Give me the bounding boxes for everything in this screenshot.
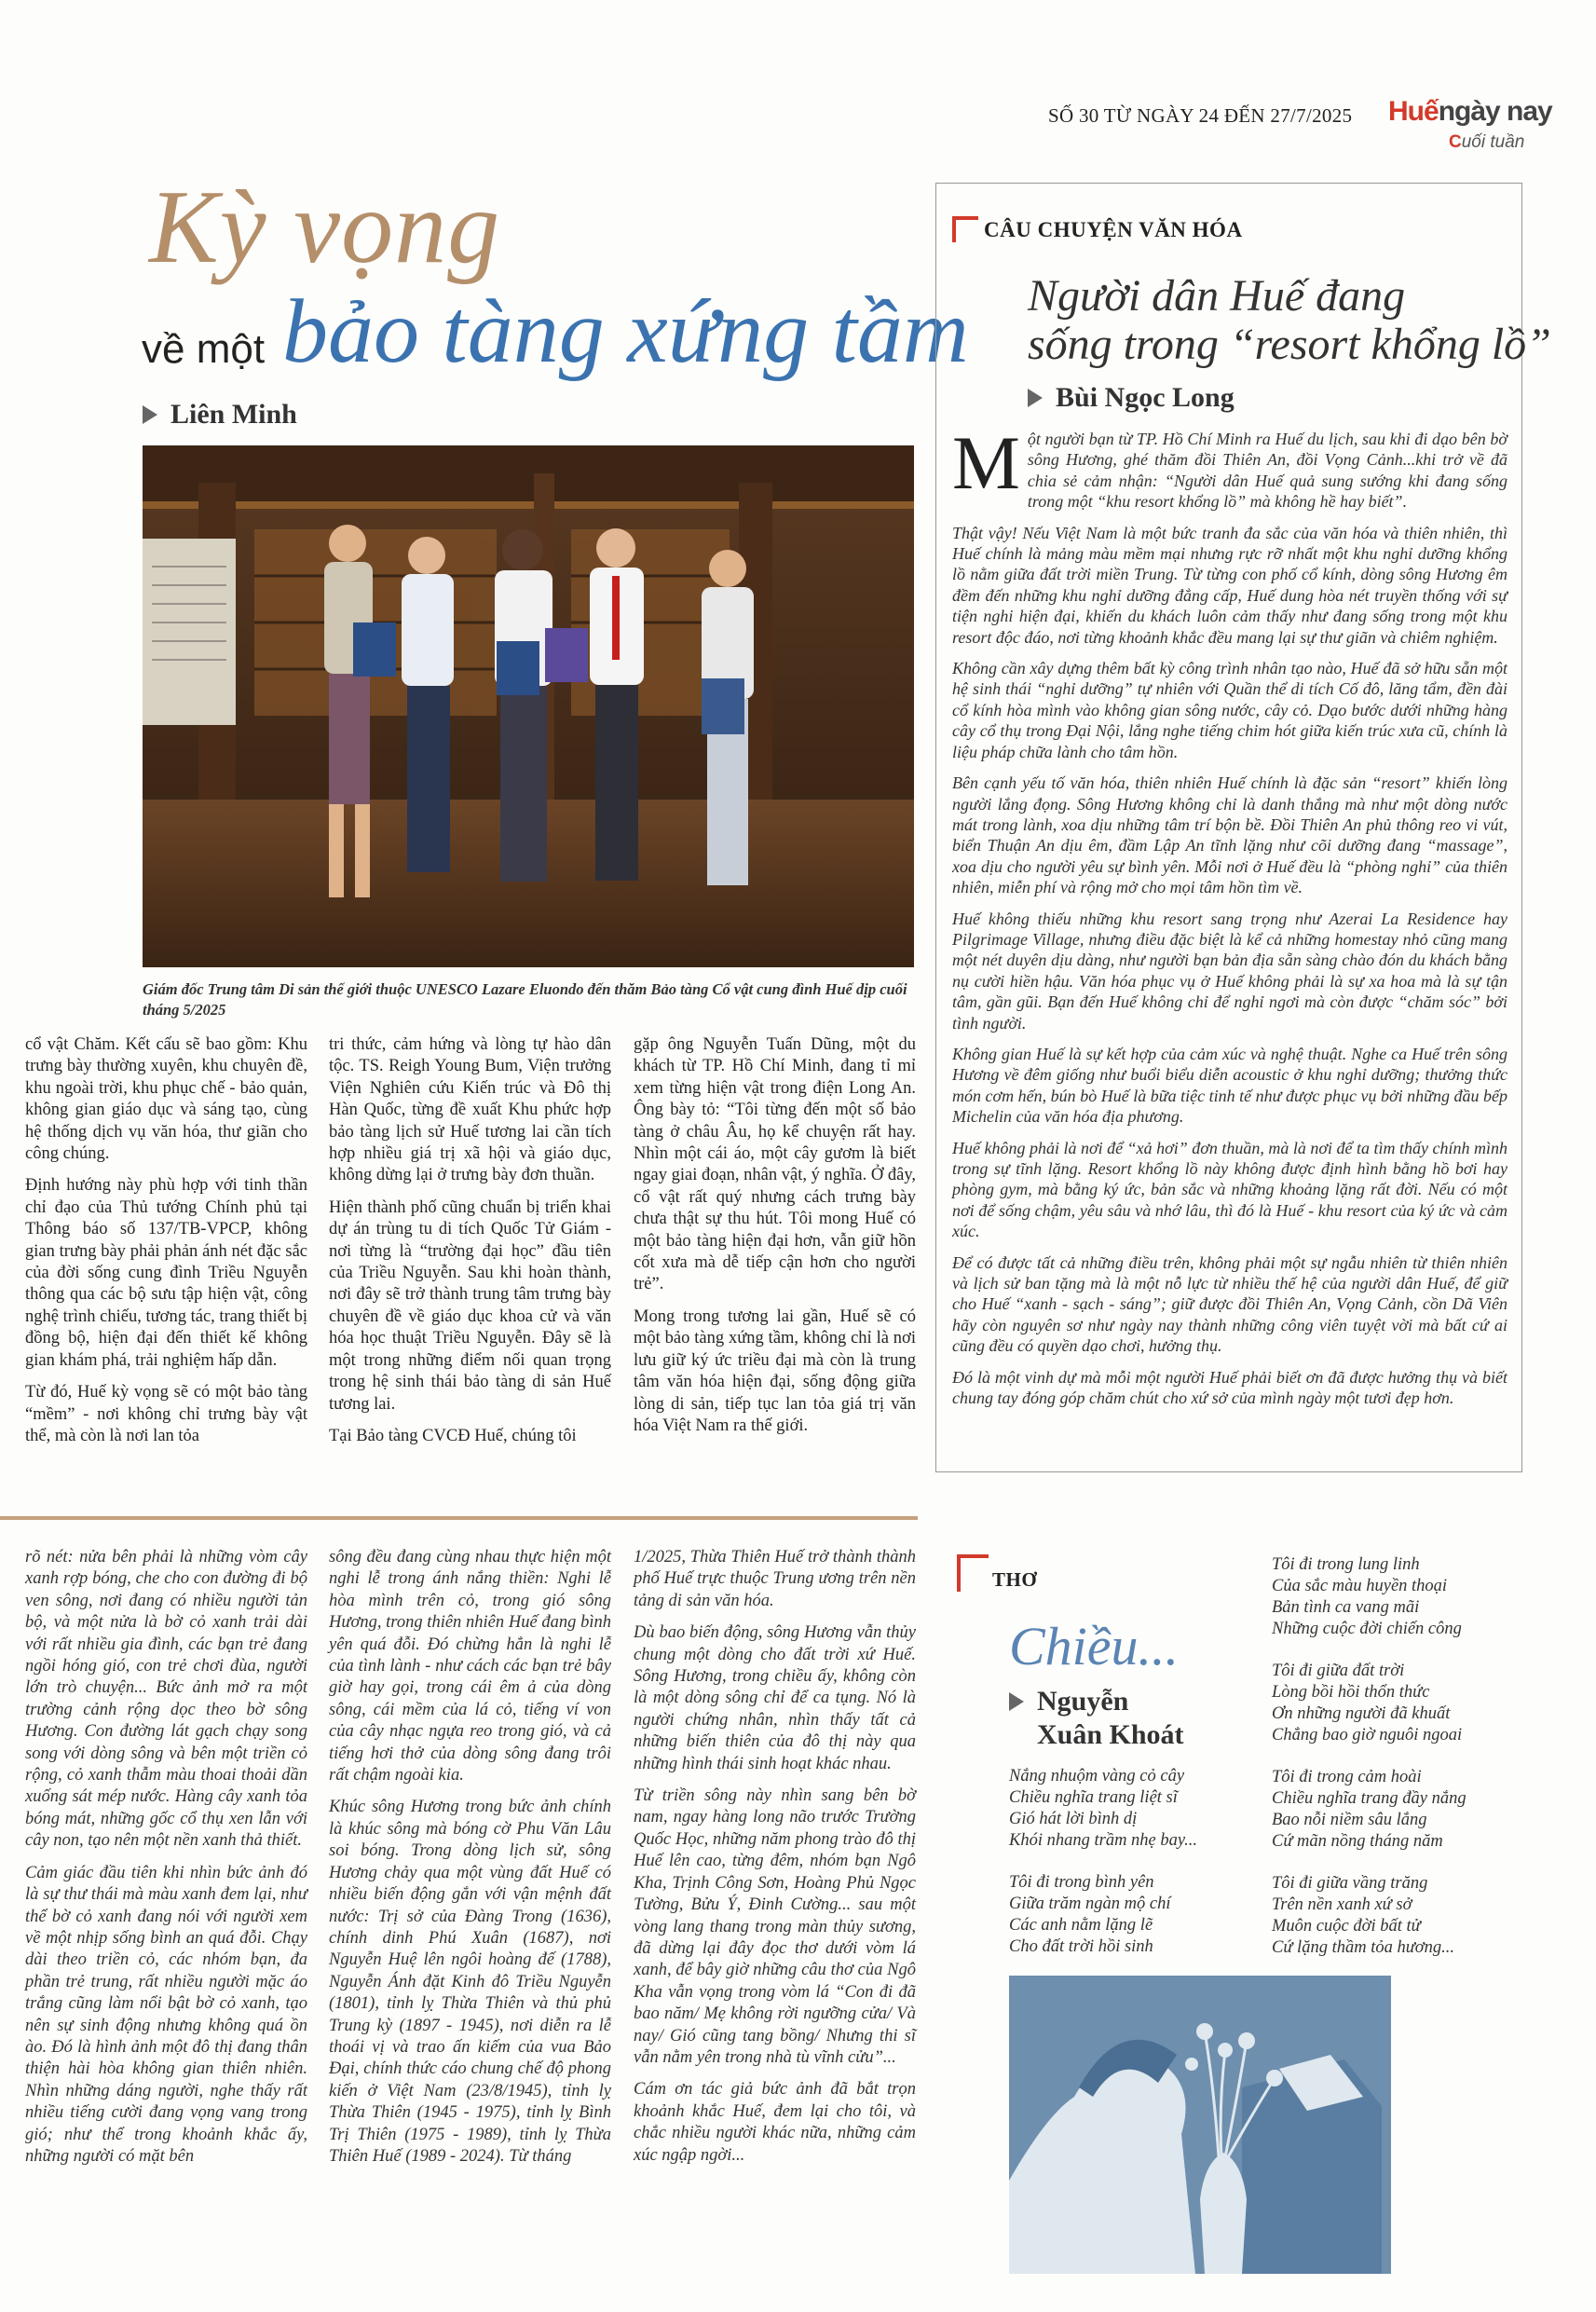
- article-title-line1: Kỳ vọng: [149, 170, 501, 285]
- poem-line: Những cuộc đời chiến công: [1272, 1620, 1462, 1638]
- article1-column-1: [25, 1034, 307, 1457]
- byline-triangle-icon: [1028, 389, 1043, 407]
- poem-line: Chẳng bao giờ nguôi ngoai: [1272, 1726, 1463, 1744]
- paragraph: Từ đó, Huế kỳ vọng sẽ có một bảo tàng “mềm” - nơi không chỉ trưng bày vật thể, mà còn là nơi lan tỏa: [25, 1383, 307, 1445]
- paragraph: Cám ơn tác giả bức ảnh đã bắt trọn khoảnh khắc Huế, đem lại cho tôi, và chắc nhiều người khác nữa, những cảm xúc ngập ngời...: [634, 2080, 916, 2165]
- paragraph: Cảm giác đầu tiên khi nhìn bức ảnh đó là sự thư thái mà màu xanh đem lại, như thể bờ cỏ xanh đang nói với người xem về một nhịp sống bình an quá đỗi. Chạy dài theo triền cỏ, các nhóm bạn, đa phần trẻ trung, rất nhiều người mặc áo trắng cũng làm nổi bật bờ cỏ xanh, tạo nên sự sinh động nhưng không quá ồn ào. Đó là hình ảnh một đô thị đang thân thiện hài hòa không gian thiên nhiên. Nhìn những dáng người, nghe thấy rất nhiều tiếng cười đang vọng vang trong gió; như thể trong khoảnh khắc ấy, những người có mặt bên: [25, 1863, 307, 2166]
- lower-column-3: [634, 1547, 916, 2177]
- poem-line: Tôi đi giữa đất trời: [1272, 1662, 1405, 1680]
- paragraph: Đó là một vinh dự mà mỗi một người Huế phải biết ơn đã được hưởng thụ và biết chung tay đóng góp chăm chút cho xứ sở của mình ngày một tươi đẹp hơn.: [952, 1367, 1507, 1408]
- poem-line: Lòng bồi hồi thổn thức: [1272, 1683, 1430, 1702]
- paragraph: 1/2025, Thừa Thiên Huế trở thành thành phố Huế trực thuộc Trung ương trên nền tảng di sản văn hóa.: [634, 1548, 916, 1610]
- poem-author-line1: Nguyễn: [1037, 1686, 1129, 1717]
- poem-line: Khói nhang trầm nhẹ bay...: [1009, 1831, 1197, 1850]
- culture-section-label: [952, 216, 1243, 242]
- paragraph: cổ vật Chăm. Kết cấu sẽ bao gồm: Khu trưng bày thường xuyên, khu chuyên đề, khu ngoài trời, khu phục chế - bảo quản, không gian giáo dục và sáng tạo, cùng hệ thống dịch vụ văn hóa, thư giãn cho công chúng.: [25, 1035, 307, 1164]
- poem-line: Tôi đi trong lung linh: [1272, 1555, 1420, 1574]
- poem-line: Cho đất trời hồi sinh: [1009, 1937, 1153, 1956]
- museum-photo-illustration: [143, 445, 914, 967]
- culture-byline: [1028, 382, 1235, 414]
- poem-line: Chiều nghĩa trang đầy nắng: [1272, 1789, 1466, 1808]
- poem-line: Bao nỗi niềm sâu lắng: [1272, 1811, 1427, 1829]
- poem-line: Gió hát lời bình dị: [1009, 1810, 1138, 1828]
- poem-byline: [1009, 1685, 1184, 1752]
- culture-author: Bùi Ngọc Long: [1056, 382, 1235, 413]
- lead-text: ột người bạn từ TP. Hồ Chí Minh ra Huế du lịch, sau khi đi dạo bên bờ sông Hương, ghé thăm đồi Thiên An, đồi Vọng Cảnh...khi trở về đã chia sẻ cảm nhận: “Người dân Huế quả sung sướng khi đang sống trong một “khu resort khổng lồ” mà không hề hay biết”.: [1027, 430, 1507, 512]
- paragraph: Thật vậy! Nếu Việt Nam là một bức tranh đa sắc của văn hóa và thiên nhiên, thì Huế chính là mảng màu mềm mại nhưng rực rỡ nhất một khu nghỉ dưỡng khổng lồ nằm giữa đất trời miền Trung. Từ từng con phố cổ kính, dòng sông Hương êm đềm đến những khu nghỉ dưỡng đẳng cấp, Huế dung hòa nét truyền thống với sự tiện nghi hiện đại, khiến du khách luôn cảm thấy như đang sống trong một khu resort độc đáo, nơi từng khoảnh khắc đều mang lại sự thư giãn và chiêm nghiệm.: [952, 523, 1507, 647]
- museum-photo: [143, 445, 914, 967]
- poem-line: Tôi đi giữa vầng trăng: [1272, 1874, 1428, 1893]
- byline-triangle-icon: [1009, 1692, 1024, 1711]
- subtitle-rest: uối tuần: [1461, 132, 1525, 152]
- logo-hue: Huế: [1388, 96, 1439, 127]
- drop-cap: M: [952, 420, 1020, 505]
- article-author: Liên Minh: [171, 399, 297, 430]
- culture-title: [1028, 272, 1551, 369]
- article-title-prefix: về một: [142, 326, 266, 372]
- poem-line: Của sắc màu huyền thoại: [1272, 1577, 1448, 1595]
- issue-date: SỐ 30 TỪ NGÀY 24 ĐẾN 27/7/2025: [1048, 104, 1353, 127]
- poem-left-column: [1009, 1766, 1279, 1978]
- paragraph: Từ triền sông này nhìn sang bên bờ nam, ngay hàng long não trước Trường Quốc Học, những năm phong trào đô thị Huế lên cao, từng đêm, nhóm bạn Ngô Kha, Trịnh Công Sơn, Hoàng Phủ Ngọc Tường, Bửu Ý, Đinh Cường... sau một vòng lang thang trong màn thủy sương, đã dừng lại đây đọc thơ dưới vòm lá xanh, để bây giờ những câu thơ của Ngô Kha vẫn vọng trong vòm lá “Con đi đã bao năm/ Mẹ không rời ngưỡng cửa/ Và nay/ Gió cũng tang bồng/ Nhưng thi sĩ vẫn nằm yên trong nhà tù vĩnh cửu”...: [634, 1786, 916, 2067]
- paragraph: Mong trong tương lai gần, Huế sẽ có một bảo tàng xứng tầm, không chỉ là nơi lưu giữ ký ức triều đại mà còn là trung tâm văn hóa hiện đại, sống động giữa lòng di sản, tiếp tục lan tỏa giá trị văn hóa Việt Nam ra thế giới.: [634, 1306, 916, 1435]
- poem-line: Cứ lặng thầm tỏa hương...: [1272, 1938, 1455, 1957]
- newspaper-subtitle: [1449, 132, 1524, 153]
- paragraph: Khúc sông Hương trong bức ảnh chính là khúc sông mà bóng cờ Phu Văn Lâu soi bóng. Trong dòng lịch sử, sông Hương chảy qua một vùng đất Huế có nhiều biến động gắn với vận mệnh đất nước: Trị sở của Đàng Trong (1636), chính dinh Phú Xuân (1687), nơi Nguyễn Huệ lên ngôi hoàng đế (1788), Nguyễn Ánh đặt Kinh đô Triều Nguyễn (1801), tỉnh lỵ Thừa Thiên và thủ phủ Trung kỳ (1897 - 1945), nơi diễn ra lễ thoái vị và trao ấn kiếm của vua Bảo Đại, chính thức cáo chung chế độ phong kiến ở Việt Nam (23/8/1945), tỉnh lỵ Thừa Thiên (1945 - 1975), tỉnh lỵ Bình Trị Thiên (1975 - 1989), tỉnh lỵ Thừa Thiên Huế (1989 - 2024). Từ tháng: [329, 1798, 611, 2166]
- poem-stanza: [1272, 1661, 1514, 1746]
- poem-line: Giữa trăm ngàn mộ chí: [1009, 1895, 1171, 1913]
- poem-section-title: THƠ: [992, 1568, 1038, 1591]
- poem-line: Bản tình ca vang mãi: [1272, 1598, 1420, 1617]
- poem-line: Muôn cuộc đời bất tử: [1272, 1917, 1421, 1936]
- poem-title: Chiều...: [1009, 1616, 1180, 1676]
- paragraph: Hiện thành phố cũng chuẩn bị triển khai dự án trùng tu di tích Quốc Tử Giám - nơi từng là “trường đại học” đầu tiên của Triều Nguyễn. Sau khi hoàn thành, nơi đây sẽ trở thành trung tâm trưng bày chuyên đề về giáo dục khoa cử và văn hóa học thuật Triều Nguyễn. Đây sẽ là một trong những điểm nối quan trọng trong hệ sinh thái bảo tàng di sản Huế tương lai.: [329, 1197, 611, 1414]
- paragraph: Huế không phải là nơi để “xả hơi” đơn thuần, mà là nơi để ta tìm thấy chính mình trong sự tĩnh lặng. Resort khổng lồ này không được định hình bằng hồ bơi hay phòng gym, mà bằng ký ức, bản sắc và những khoảng lặng rất đời. Nếu có một nơi để sống chậm, yêu sâu và nhớ lâu, thì đó là Huế - khu resort của ký ức và cảm xúc.: [952, 1138, 1507, 1241]
- poem-stanza: [1009, 1872, 1279, 1958]
- byline-triangle-icon: [143, 405, 157, 424]
- section-corner-icon: [957, 1554, 989, 1592]
- paragraph: sông đều đang cùng nhau thực hiện một nghi lễ trong ánh nắng thiền: Nghi lễ hòa mình trên cỏ, trong gió sông Hương, trong thiên nhiên Huế đang bình yên quá đỗi. Đó chừng hẳn là nghi lễ của tình lành - như cách các bạn trẻ bây giờ hay gọi, trong cái êm ả của dòng sông, cái mềm của lá cỏ, tiếng ví von của cây nhạc ngựa reo trong gió, và cả tiếng hơi thở của dòng sông đang trôi rất chậm ngoài kia.: [329, 1548, 611, 1785]
- poem-stanza: [1009, 1766, 1279, 1852]
- lower-column-1: [25, 1547, 307, 2178]
- lower-column-2: [329, 1547, 611, 2178]
- paragraph: Huế không thiếu những khu resort sang trọng như Azerai La Residence hay Pilgrimage Village, nhưng điều đặc biệt là kể cả những homestay nhỏ cũng mang một nét duyên dịu dàng, như người bạn bản địa sẵn sàng chào đón du khách bằng nụ cười hiền hậu. Văn hóa phục vụ ở Huế không phải là sự xa hoa mà là sự tận tâm, gần gũi. Bạn đến Huế không chỉ để nghỉ ngơi mà còn được “chăm sóc” bởi tình người.: [952, 909, 1507, 1033]
- section-divider: [0, 1516, 918, 1520]
- logo-rest: ngày nay: [1438, 96, 1552, 127]
- poem-stanza: [1272, 1873, 1514, 1959]
- poem-illustration: [1009, 1976, 1391, 2274]
- paragraph: Bên cạnh yếu tố văn hóa, thiên nhiên Huế chính là đặc sản “resort” khiến lòng người lắng đọng. Sông Hương không chỉ là danh thắng mà như một dòng nước mát trong lành, xoa dịu những tâm trí bộn bề. Đồi Thiên An phủ thông reo vi vút, biển Thuận An dịu êm, đầm Lập An tĩnh lặng như cõi dưỡng đang “massage”, xoa dịu cho người yêu sự bình yên. Mỗi nơi ở Huế đều là “phòng nghỉ” của thiên nhiên, miễn phí và rộng mở cho mọi tâm hồn tìm về.: [952, 773, 1507, 897]
- paragraph: Dù bao biến động, sông Hương vẫn thủy chung một dòng cho đất trời xứ Huế. Sông Hương, trong chiều ấy, không còn là một dòng sông chỉ để ca tụng. Nó là người chứng nhân, nhìn thấy tất cả những biến thiên của đô thị này qua những hình thái sinh hoạt khác nhau.: [634, 1623, 916, 1773]
- poem-author-line2: Xuân Khoát: [1037, 1719, 1184, 1750]
- article-title-line2: bảo tàng xứng tầm: [282, 281, 969, 382]
- poem-line: Tôi đi trong cảm hoài: [1272, 1768, 1422, 1786]
- poem-line: Ơn những người đã khuất: [1272, 1704, 1451, 1723]
- poem-line: Các anh nằm lặng lẽ: [1009, 1916, 1153, 1935]
- culture-section-title: CÂU CHUYỆN VĂN HÓA: [984, 218, 1243, 241]
- poem-section-label: [957, 1554, 1037, 1592]
- paragraph: Không cần xây dựng thêm bất kỳ công trình nhân tạo nào, Huế đã sở hữu sẵn một hệ sinh thái “nghỉ dưỡng” tự nhiên với Quần thể di tích Cố đô, lăng tẩm, đền đài cổ kính hòa mình vào không gian sông nước, cây cỏ. Dạo bước dưới những hàng cây cổ thụ trong Đại Nội, lắng nghe tiếng chim hót giữa kiến trúc xưa cũ, chính là liệu pháp chữa lành cho tâm hồn.: [952, 659, 1507, 761]
- photo-caption: Giám đốc Trung tâm Di sản thế giới thuộc UNESCO Lazare Eluondo đến thăm Bảo tàng Cổ vật cung đình Huế dịp cuối tháng 5/2025: [143, 980, 907, 1019]
- poem-author: [1037, 1685, 1184, 1752]
- article1-column-3: [634, 1034, 916, 1447]
- section-corner-icon: [952, 216, 978, 242]
- poem-line: Nắng nhuộm vàng cỏ cây: [1009, 1767, 1185, 1785]
- poem-line: Trên nền xanh xứ sở: [1272, 1895, 1412, 1914]
- paragraph: gặp ông Nguyễn Tuấn Dũng, một du khách từ TP. Hồ Chí Minh, đang tỉ mỉ xem từng hiện vật trong điện Long An. Ông bày tỏ: “Tôi từng đến một số bảo tàng ở châu Âu, họ kể chuyện rất hay. Nhìn một cái áo, một cây gươm là biết ngay giai đoạn, nhân vật, ý nghĩa. Ở đây, cổ vật rất quý nhưng cách trưng bày chưa thật sự thu hút. Tôi mong Huế có một bảo tàng hiện đại hơn, vẫn giữ hồn cốt xưa mà dễ tiếp cận hơn cho người trẻ”.: [634, 1035, 916, 1294]
- subtitle-c: C: [1449, 132, 1462, 152]
- paragraph: Tại Bảo tàng CVCĐ Huế, chúng tôi: [329, 1426, 577, 1445]
- paragraph: Để có được tất cả những điều trên, không phải một sự ngẫu nhiên từ thiên nhiên và lịch sử ban tặng mà là một nỗ lực từ nhiều thế hệ của người dân Huế, để giữ cho Huế “xanh - sạch - sáng”; giữ được đồi Thiên An, Vọng Cảnh, cồn Dã Viên hãy còn nguyên sơ như ngày nay thành những công viên tuyệt vời mà bất cứ ai cũng đều có quyền dạo chơi, hưởng thụ.: [952, 1252, 1507, 1356]
- culture-title-line1: Người dân Huế đang: [1028, 271, 1406, 321]
- paragraph: tri thức, cảm hứng và lòng tự hào dân tộc. TS. Reigh Young Bum, Viện trưởng Viện Nghiên cứu Kiến trúc và Đô thị Hàn Quốc, từng đề xuất Khu phức hợp bảo tàng lịch sử Huế tương lai cần tích hợp nhiều giá trị xã hội và giáo dục, không dừng lại ở trưng bày đơn thuần.: [329, 1035, 611, 1185]
- paragraph: rõ nét: nửa bên phải là những vòm cây xanh rợp bóng, che cho con đường đi bộ ven sông, nơi đang có nhiều người tản bộ, và một nửa là bờ cỏ xanh trải dài với rất nhiều gia đình, các bạn trẻ đang ngồi hóng gió, con trẻ chơi đùa, người lớn trò chuyện... Bức ảnh mở ra một trường cảnh rộng dọc theo bờ sông Hương. Con đường lát gạch chạy song song với dòng sông và bên một triền cỏ rộng, cỏ xanh thẫm màu thoai thoải dần xuống sát mép nước. Hàng cây xanh tỏa bóng mát, những gốc cổ thụ xen lẫn với cây non, tạo nên một nền xanh thả thiết.: [25, 1548, 307, 1851]
- paragraph: Định hướng này phù hợp với tinh thần chỉ đạo của Thủ tướng Chính phủ tại Thông báo số 137/TB-VPCP, không gian trưng bày phải phản ánh nét đặc sắc của đời sống cung đình Triều Nguyễn thông qua các bộ sưu tập hiện vật, công nghệ trình chiếu, tương tác, trang thiết bị đồng bộ, hiện đại đến thiết kế không gian khám phá, trải nghiệm hấp dẫn.: [25, 1176, 307, 1370]
- poem-line: Tôi đi trong bình yên: [1009, 1873, 1154, 1892]
- article1-column-2: [329, 1034, 611, 1457]
- poem-stanza: [1272, 1767, 1514, 1853]
- newspaper-logo: [1388, 96, 1552, 128]
- poem-illustration-drawing: [1009, 1976, 1391, 2274]
- paragraph: Không gian Huế là sự kết hợp của cảm xúc và nghệ thuật. Nghe ca Huế trên sông Hương về đêm giống như buổi biểu diễn acoustic ở khu nghỉ dưỡng; thưởng thức món cơm hến, bún bò Huế là bữa tiệc tinh tế như được phục vụ bởi những đầu bếp Michelin của văn hóa địa phương.: [952, 1044, 1507, 1127]
- culture-body: [952, 420, 1507, 1418]
- poem-line: Chiều nghĩa trang liệt sĩ: [1009, 1788, 1178, 1807]
- article-byline: [143, 399, 297, 431]
- poem-line: Cứ mãn nồng tháng năm: [1272, 1832, 1443, 1851]
- poem-right-column: [1272, 1554, 1514, 1979]
- poem-stanza: [1272, 1554, 1514, 1640]
- lead-paragraph: [952, 420, 1507, 513]
- culture-title-line2: sống trong “resort khổng lồ”: [1028, 320, 1551, 369]
